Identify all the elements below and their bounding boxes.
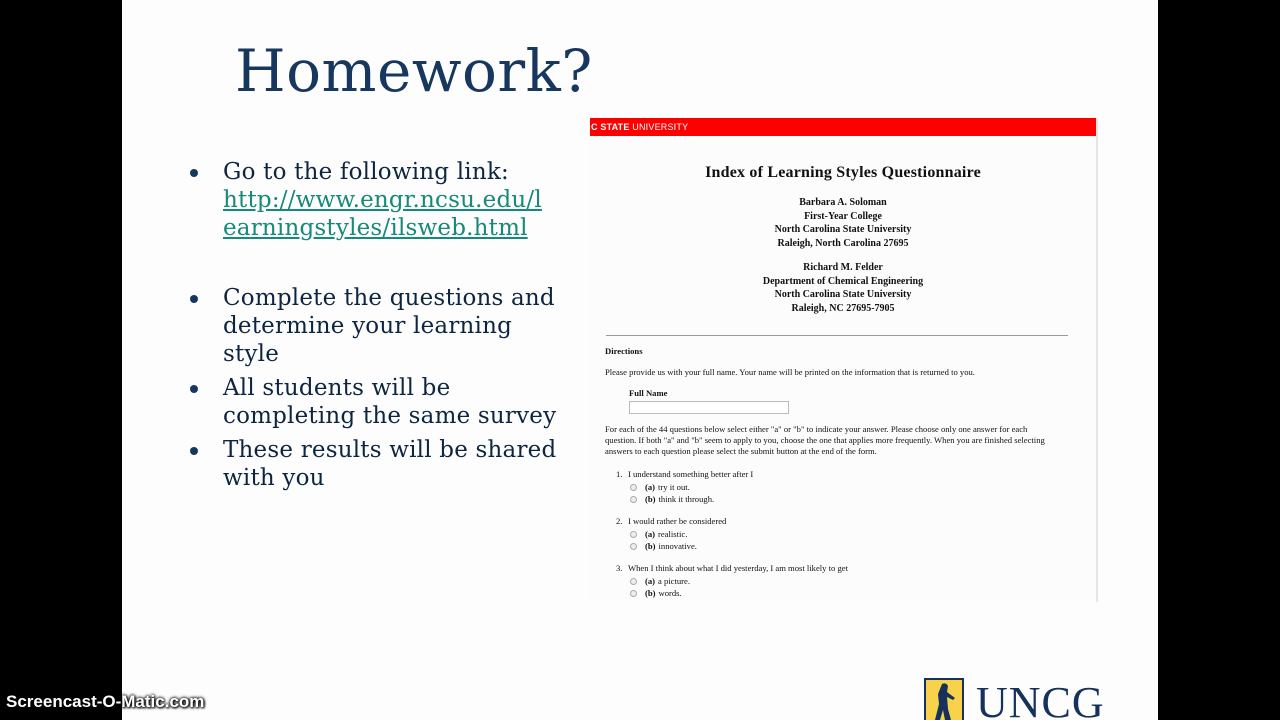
bullet-dot-icon (190, 295, 198, 303)
uncg-logo (924, 675, 1124, 720)
bullet-dot-icon (190, 169, 198, 177)
option-text: realistic. (658, 528, 688, 539)
directions-heading: Directions (605, 346, 643, 356)
author-address: Raleigh, NC 27695-7905 (791, 302, 895, 314)
author-block (590, 196, 1096, 250)
logo-text: UNCG (976, 678, 1105, 720)
radio-icon[interactable] (630, 484, 637, 491)
bullet-item-link (186, 158, 566, 242)
radio-icon[interactable] (630, 590, 637, 597)
option-text: words. (658, 587, 682, 598)
author-dept: Department of Chemical Engineering (762, 275, 924, 287)
bullet-text: Go to the following link: (223, 159, 509, 185)
bullet-item (186, 374, 566, 430)
directions-text: Please provide us with your full name. Your name will be printed on the information that is returned to you. (605, 367, 975, 377)
radio-icon[interactable] (630, 578, 637, 585)
bullet-text: All students will be completing the same survey (223, 375, 557, 429)
minerva-statue-icon (924, 678, 964, 720)
question-item (616, 563, 1080, 599)
bullet-item (186, 284, 566, 368)
bullet-list (186, 158, 566, 492)
option-a[interactable] (630, 481, 1080, 493)
question-text: When I think about what I did yesterday, I am most likely to get (628, 563, 848, 573)
bullet-dot-icon (190, 385, 198, 393)
option-b[interactable] (630, 493, 1080, 505)
question-number: 3. (616, 563, 623, 573)
ils-link[interactable]: http://www.engr.ncsu.edu/learningstyles/ilsweb.html (223, 187, 542, 241)
slide-title: Homework? (235, 37, 593, 105)
bullet-item (186, 436, 566, 492)
option-text: think it through. (658, 493, 715, 504)
option-key: (a) (645, 575, 656, 586)
question-item (616, 469, 1080, 505)
option-b[interactable] (630, 540, 1080, 552)
option-key: (b) (645, 540, 656, 551)
author-name: Richard M. Felder (803, 262, 883, 273)
question-number: 2. (616, 516, 623, 526)
radio-icon[interactable] (630, 496, 637, 503)
option-key: (b) (645, 493, 656, 504)
author-university: North Carolina State University (774, 224, 912, 235)
form-body (590, 336, 1096, 599)
author-university: North Carolina State University (774, 289, 912, 300)
option-key: (b) (645, 587, 656, 598)
banner-text: UNIVERSITY (629, 122, 689, 132)
option-a[interactable] (630, 575, 1080, 587)
bullet-text: These results will be shared with you (223, 437, 557, 491)
radio-icon[interactable] (630, 543, 637, 550)
question-item (616, 516, 1080, 552)
banner-bold-text: C STATE (591, 122, 630, 132)
option-b[interactable] (630, 587, 1080, 599)
question-text: I would rather be considered (628, 516, 727, 526)
option-key: (a) (645, 481, 656, 492)
full-name-label: Full Name (629, 388, 668, 398)
screencast-watermark: Screencast-O-Matic.com (6, 692, 205, 711)
option-text: innovative. (658, 540, 697, 551)
option-text: try it out. (658, 481, 690, 492)
radio-icon[interactable] (630, 531, 637, 538)
author-address: Raleigh, North Carolina 27695 (777, 237, 909, 249)
author-name: Barbara A. Soloman (799, 197, 887, 208)
presentation-slide (122, 0, 1158, 720)
option-text: a picture. (658, 575, 691, 586)
instructions-text: For each of the 44 questions below select either "a" or "b" to indicate your answer. Please choose only one answer for each question. If both "a" and "b" seem to apply to you, choose the one that applies more frequently. When you are finished selecting answers to each question please select the submit button at the end of the form. (605, 424, 1045, 456)
option-a[interactable] (630, 528, 1080, 540)
question-text: I understand something better after I (628, 469, 754, 479)
option-key: (a) (645, 528, 656, 539)
bullet-dot-icon (190, 447, 198, 455)
bullet-text: Complete the questions and determine your learning style (223, 285, 555, 367)
full-name-input[interactable] (629, 401, 789, 414)
questionnaire-screenshot (590, 118, 1098, 602)
author-dept: First-Year College (804, 210, 882, 222)
question-number: 1. (616, 469, 623, 479)
author-block (590, 261, 1096, 315)
questionnaire-title: Index of Learning Styles Questionnaire (705, 164, 981, 181)
university-banner (590, 118, 1096, 136)
